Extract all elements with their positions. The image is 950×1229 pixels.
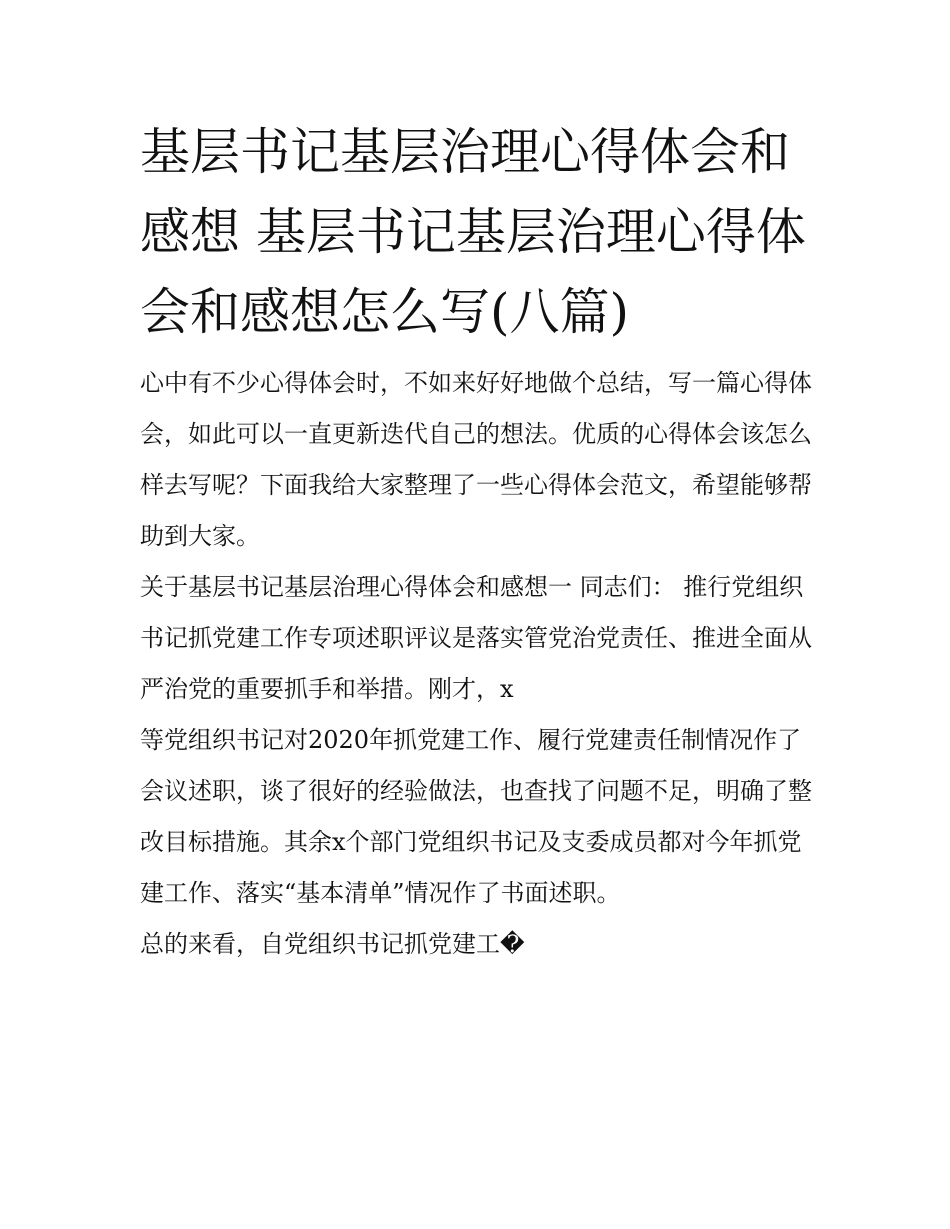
paragraph-section-one: 关于基层书记基层治理心得体会和感想一 同志们： 推行党组织书记抓党建工作专项述职评议是落实管党治党责任、推进全面从严治党的重要抓手和举措。刚才，x	[140, 573, 812, 703]
paragraph-review: 等党组织书记对2020年抓党建工作、履行党建责任制情况作了会议述职，谈了很好的经验做法，也查找了问题不足，明确了整改目标措施。其余x个部门党组织书记及支委成员都对今年抓党建工作、落实“基本清单”情况作了书面述职。	[140, 726, 812, 907]
paragraph-summary: 总的来看，自党组织书记抓党建工�	[140, 930, 525, 958]
document-page	[140, 112, 820, 970]
paragraph-intro: 心中有不少心得体会时，不如来好好地做个总结，写一篇心得体会，如此可以一直更新迭代自己的想法。优质的心得体会该怎么样去写呢？下面我给大家整理了一些心得体会范文，希望能够帮助到大家。	[140, 369, 812, 550]
document-title: 基层书记基层治理心得体会和感想 基层书记基层治理心得体会和感想怎么写(八篇)	[140, 123, 806, 341]
document-body	[140, 358, 820, 970]
